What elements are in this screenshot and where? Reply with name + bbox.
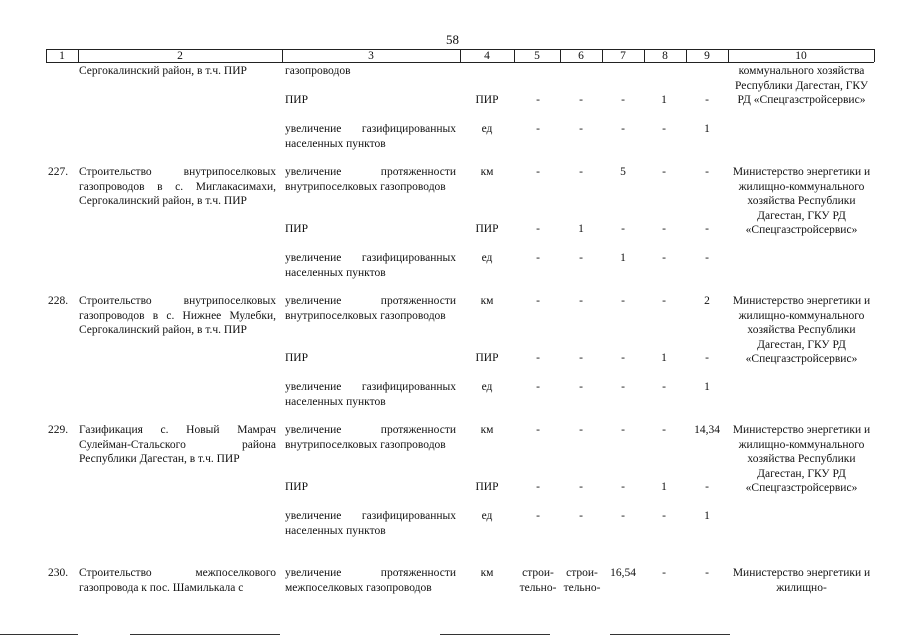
row-230-responsible: Министерство энергетики и жилищно- — [732, 567, 871, 594]
row-cont-v2-col6: - — [579, 94, 583, 106]
header-bottom-rule — [46, 62, 874, 63]
row-229-unit-1: км — [480, 424, 494, 436]
row-228-unit-1: км — [480, 295, 494, 307]
row-227-v3-col5: - — [536, 252, 540, 264]
row-230-v1-col5: строи-тельно- — [519, 567, 557, 594]
row-230-number: 230. — [48, 567, 69, 579]
row-cont-v2-col5: - — [536, 94, 540, 106]
row-227-responsible: Министерство энергетики и жилищно-коммунального хозяйства Республики Дагестан, ГКУ РД «Спецгазстройсервис» — [732, 166, 871, 236]
row-229-responsible: Министерство энергетики и жилищно-коммунального хозяйства Республики Дагестан, ГКУ РД «Спецгазстройсервис» — [732, 424, 871, 494]
row-227-v1-col9: - — [705, 166, 709, 178]
header-col-6: 6 — [578, 50, 584, 62]
row-229-indicator-2: ПИР — [285, 481, 309, 493]
row-228-v2-col5: - — [536, 352, 540, 364]
row-227-unit-3: ед — [481, 252, 493, 264]
row-228-v1-col9: 2 — [704, 295, 710, 307]
row-230-v1-col7: 16,54 — [610, 567, 636, 579]
row-228-v1-col6: - — [579, 295, 583, 307]
row-228-name: Строительство внутрипоселковых газопроводов в с. Нижнее Мулебки, Сергокалинский район, в т.ч. ПИР — [79, 295, 276, 336]
row-cont-name: Сергокалинский район, в т.ч. ПИР — [79, 65, 247, 77]
row-227-v3-col6: - — [579, 252, 583, 264]
row-229-v1-col8: - — [662, 424, 666, 436]
row-227-indicator-3: увеличение газифицированных населенных пунктов — [285, 252, 456, 279]
row-229-v2-col7: - — [621, 481, 625, 493]
row-227-v3-col8: - — [662, 252, 666, 264]
row-229-indicator-3: увеличение газифицированных населенных пунктов — [285, 510, 456, 537]
row-229-v3-col5: - — [536, 510, 540, 522]
row-227-v2-col9: - — [705, 223, 709, 235]
row-229-name: Газификация с. Новый Мамрач Сулейман-Стальского района Республики Дагестан, в т.ч. ПИР — [79, 424, 276, 465]
row-230-v1-col8: - — [662, 567, 666, 579]
row-227-v3-col9: - — [705, 252, 709, 264]
row-cont-indicator-3: увеличение газифицированных населенных пунктов — [285, 123, 456, 150]
row-227-v2-col5: - — [536, 223, 540, 235]
row-228-indicator-2: ПИР — [285, 352, 309, 364]
row-227-unit-2: ПИР — [475, 223, 499, 235]
page-number: 58 — [446, 32, 459, 47]
row-227-v1-col8: - — [662, 166, 666, 178]
row-227-v2-col7: - — [621, 223, 625, 235]
row-227-unit-1: км — [480, 166, 494, 178]
row-229-v1-col7: - — [621, 424, 625, 436]
row-230-v1-col9: - — [705, 567, 709, 579]
row-cont-indicator-2: ПИР — [285, 94, 309, 106]
row-227-v1-col5: - — [536, 166, 540, 178]
header-col-1: 1 — [59, 50, 65, 62]
row-229-v1-col9: 14,34 — [694, 424, 720, 436]
row-cont-v3-col7: - — [621, 123, 625, 135]
row-229-v2-col6: - — [579, 481, 583, 493]
row-cont-v3-col8: - — [662, 123, 666, 135]
header-col-4: 4 — [484, 50, 490, 62]
row-228-v3-col7: - — [621, 381, 625, 393]
row-228-v2-col9: - — [705, 352, 709, 364]
row-228-v3-col8: - — [662, 381, 666, 393]
row-cont-v2-col9: - — [705, 94, 709, 106]
header-divider — [874, 49, 875, 62]
row-228-responsible: Министерство энергетики и жилищно-коммунального хозяйства Республики Дагестан, ГКУ РД «Спецгазстройсервис» — [732, 295, 871, 365]
row-227-v1-col6: - — [579, 166, 583, 178]
row-229-number: 229. — [48, 424, 69, 436]
row-230-v1-col6: строи-тельно- — [563, 567, 601, 594]
header-col-10: 10 — [795, 50, 807, 62]
row-cont-v3-col6: - — [579, 123, 583, 135]
row-230-indicator-1: увеличение протяженности межпоселковых газопроводов — [285, 567, 456, 594]
header-col-2: 2 — [177, 50, 183, 62]
row-228-v2-col6: - — [579, 352, 583, 364]
row-cont-v2-col7: - — [621, 94, 625, 106]
row-cont-responsible: коммунального хозяйства Республики Дагестан, ГКУ РД «Спецгазстройсервис» — [735, 65, 868, 106]
row-227-v3-col7: 1 — [620, 252, 626, 264]
row-cont-indicator-1: газопроводов — [285, 65, 351, 77]
row-229-unit-3: ед — [481, 510, 493, 522]
row-cont-v2-col8: 1 — [661, 94, 667, 106]
row-228-v3-col6: - — [579, 381, 583, 393]
row-227-indicator-2: ПИР — [285, 223, 309, 235]
row-229-indicator-1: увеличение протяженности внутрипоселковых газопроводов — [285, 424, 456, 451]
scan-edge-line — [130, 634, 280, 635]
header-col-7: 7 — [620, 50, 626, 62]
header-col-9: 9 — [704, 50, 710, 62]
row-230-unit-1: км — [480, 567, 494, 579]
row-227-v1-col7: 5 — [620, 166, 626, 178]
header-col-8: 8 — [662, 50, 668, 62]
row-228-v2-col7: - — [621, 352, 625, 364]
row-cont-unit-2: ПИР — [475, 94, 499, 106]
row-228-number: 228. — [48, 295, 69, 307]
row-229-v1-col6: - — [579, 424, 583, 436]
row-228-v1-col5: - — [536, 295, 540, 307]
row-228-v1-col8: - — [662, 295, 666, 307]
row-227-indicator-1: увеличение протяженности внутрипоселковых газопроводов — [285, 166, 456, 193]
scan-edge-line — [0, 634, 78, 635]
row-229-v2-col5: - — [536, 481, 540, 493]
row-229-v1-col5: - — [536, 424, 540, 436]
row-228-indicator-3: увеличение газифицированных населенных пунктов — [285, 381, 456, 408]
row-229-v3-col8: - — [662, 510, 666, 522]
scan-edge-line — [440, 634, 550, 635]
row-228-indicator-1: увеличение протяженности внутрипоселковых газопроводов — [285, 295, 456, 322]
row-230-name: Строительство межпоселкового газопровода к пос. Шамилькала с — [79, 567, 276, 594]
header-col-5: 5 — [534, 50, 540, 62]
row-229-v3-col9: 1 — [704, 510, 710, 522]
row-227-v2-col6: 1 — [578, 223, 584, 235]
row-229-v3-col6: - — [579, 510, 583, 522]
row-229-v3-col7: - — [621, 510, 625, 522]
row-cont-v3-col5: - — [536, 123, 540, 135]
row-228-v1-col7: - — [621, 295, 625, 307]
row-228-unit-2: ПИР — [475, 352, 499, 364]
row-229-v2-col9: - — [705, 481, 709, 493]
row-228-v2-col8: 1 — [661, 352, 667, 364]
header-col-3: 3 — [368, 50, 374, 62]
row-227-number: 227. — [48, 166, 69, 178]
row-cont-unit-3: ед — [481, 123, 493, 135]
row-228-v3-col9: 1 — [704, 381, 710, 393]
row-227-name: Строительство внутрипоселковых газопроводов в с. Миглакасимахи, Сергокалинский район, в т.ч. ПИР — [79, 166, 276, 207]
row-cont-v3-col9: 1 — [704, 123, 710, 135]
row-228-v3-col5: - — [536, 381, 540, 393]
scan-edge-line — [610, 634, 730, 635]
row-228-unit-3: ед — [481, 381, 493, 393]
row-229-v2-col8: 1 — [661, 481, 667, 493]
row-229-unit-2: ПИР — [475, 481, 499, 493]
row-227-v2-col8: - — [662, 223, 666, 235]
